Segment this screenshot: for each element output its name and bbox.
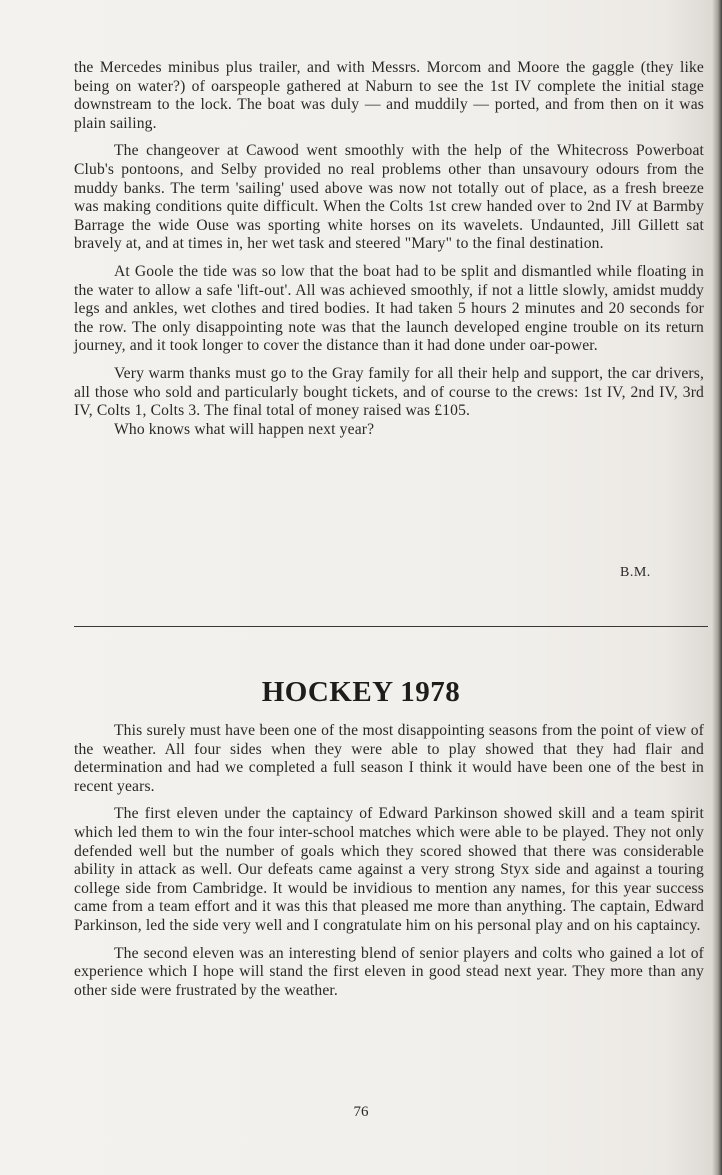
rowing-paragraph-5: Who knows what will happen next year? — [114, 420, 375, 438]
rowing-paragraph-2: The changeover at Cawood went smoothly with the help of the Whitecross Powerboat Club's pontoons, and Selby provided no real problems other than unsavoury odours from the muddy banks. The term 'sailing' used above was now not totally out of place, as a fresh breeze was making conditions quite difficult. When the Colts 1st crew handed over to 2nd IV at Barmby Barrage the wide Ouse was sporting white horses on its wavelets. Undaunted, Jill Gillett sat bravely at, and at times in, her wet task and steered "Mary" to the final destination. — [74, 142, 704, 253]
author-signature: B.M. — [620, 565, 651, 580]
hockey-paragraph-3: The second eleven was an interesting blend of senior players and colts who gained a lot of experience which I hope will stand the first eleven in good stead next year. They more than any other side were frustrated by the weather. — [74, 944, 704, 999]
rowing-paragraph-4: Very warm thanks must go to the Gray family for all their help and support, the car drivers, all those who sold and particularly bought tickets, and of course to the crews: 1st IV, 2nd IV, 3rd IV, Colts 1, Colts 3. The final total of money raised was £105. — [74, 364, 704, 420]
page-edge-shadow — [712, 0, 722, 1175]
hockey-paragraph-2: The first eleven under the captaincy of Edward Parkinson showed skill and a team spirit which led them to win the four inter-school matches which were able to be played. They not only defended well but the number of goals which they scored showed that there was considerable ability in attack as well. Our defeats came against a very strong Styx side and against a touring college side from Cambridge. It would be invidious to mention any names, for this year success came from a team effort and it was this that pleased me more than anything. The captain, Edward Parkinson, led the side very well and I congratulate him on his personal play and on his captaincy. — [74, 805, 704, 934]
section-divider — [74, 626, 708, 627]
hockey-paragraph-1: This surely must have been one of the most disappointing seasons from the point of view of the weather. All four sides when they were able to play showed that they had flair and determination and had we completed a full season I think it would have been one of the best in recent years. — [74, 722, 704, 795]
rowing-paragraph-3: At Goole the tide was so low that the boat had to be split and dismantled while floating in the water to allow a safe 'lift-out'. All was achieved smoothly, if not a little slowly, amidst muddy legs and ankles, wet clothes and tired bodies. It had taken 5 hours 2 minutes and 20 seconds for the row. The only disappointing note was that the launch developed engine trouble on its return journey, and it took longer to cover the distance than it had done under oar-power. — [74, 262, 704, 355]
rowing-paragraph-1: the Mercedes minibus plus trailer, and with Messrs. Morcom and Moore the gaggle (they like being on water?) of oarspeople gathered at Naburn to see the 1st IV complete the initial stage downstream to the lock. The boat was duly — and muddily — ported, and from then on it was plain sailing. — [74, 59, 704, 132]
hockey-report — [74, 722, 704, 1000]
page-number: 76 — [353, 1104, 369, 1120]
section-heading: HOCKEY 1978 — [261, 676, 461, 708]
rowing-report — [74, 59, 704, 439]
